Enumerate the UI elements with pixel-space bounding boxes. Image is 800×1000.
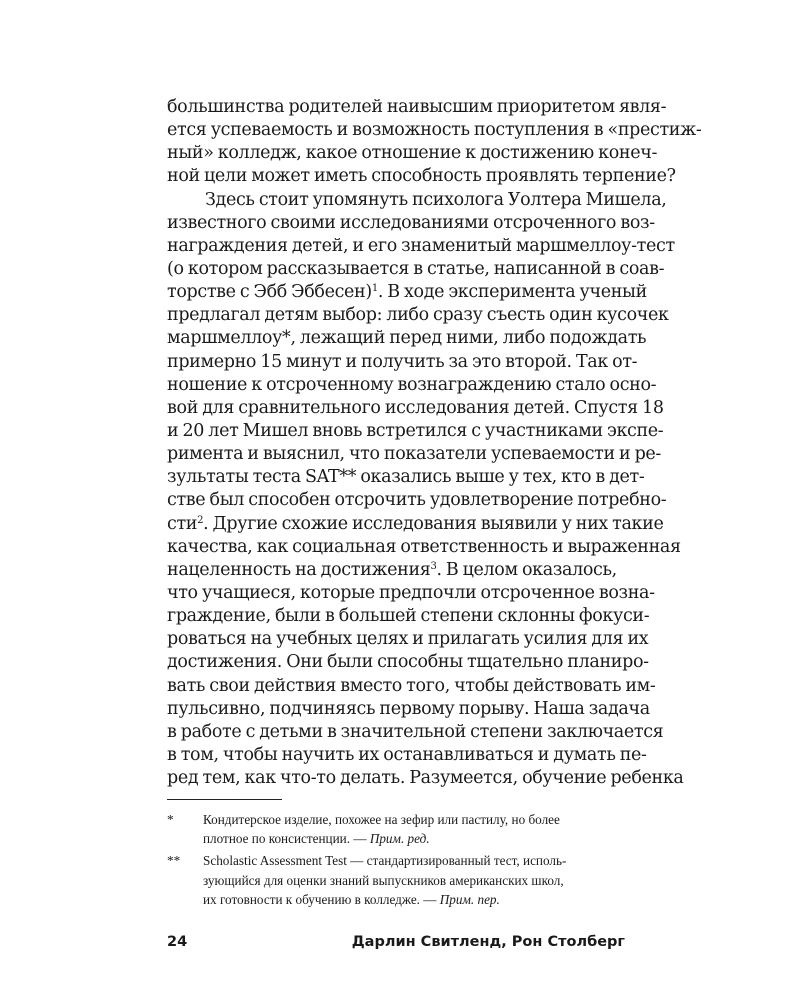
text-line: достижения. Они были способны тщательно планиро- xyxy=(167,652,649,673)
footnote-line: зующийся для оценки знаний выпускников американских школ, xyxy=(203,872,564,888)
main-text xyxy=(167,96,702,790)
text-line: известного своими исследованиями отсроченного воз- xyxy=(167,212,655,233)
text-line: роваться на учебных целях и прилагать усилия для их xyxy=(167,629,649,650)
text-segment: . В целом оказалось, xyxy=(436,559,617,580)
footnote-segment: плотное по консистенции. — xyxy=(203,831,367,847)
text-segment: нацеленность на достижения xyxy=(167,559,431,580)
page-number: 24 xyxy=(167,934,188,950)
text-segment: сти xyxy=(167,513,198,534)
text-line: награждения детей, и его знаменитый маршмеллоу-тест xyxy=(167,235,675,256)
footnote-line: Scholastic Assessment Test — стандартизированный тест, исполь- xyxy=(203,853,567,869)
text-line: что учащиеся, которые предпочли отсроченное возна- xyxy=(167,582,655,603)
footnote-item xyxy=(167,810,625,848)
footnote-mark: ** xyxy=(167,853,181,869)
footnote-note: Прим. пер. xyxy=(439,891,500,907)
text-line: вать свои действия вместо того, чтобы действовать им- xyxy=(167,675,656,696)
text-segment: . Другие схожие исследования выявили у них такие xyxy=(203,513,664,534)
text-line: пульсивно, подчиняясь первому порыву. Наша задача xyxy=(167,698,650,719)
text-line: ный» колледж, какое отношение к достижению конеч- xyxy=(167,143,658,164)
page-footer xyxy=(167,934,625,950)
text-line: в работе с детьми в значительной степени заключается xyxy=(167,721,664,742)
footnote-line: Кондитерское изделие, похожее на зефир или пастилу, но более xyxy=(203,812,560,827)
text-line: граждение, были в большей степени склонны фокуси- xyxy=(167,606,650,627)
text-line: и 20 лет Мишел вновь встретился с участниками экспе- xyxy=(167,420,664,441)
footnote-ref-2: 2 xyxy=(197,514,204,526)
footnote-text xyxy=(203,851,625,909)
text-line: предлагал детям выбор: либо сразу съесть один кусочек xyxy=(167,305,669,326)
text-line: ной цели может иметь способность проявлять терпение? xyxy=(167,166,676,187)
footnote-note: Прим. ред. xyxy=(369,831,430,847)
footnote-item xyxy=(167,851,625,909)
text-segment: . В ходе эксперимента ученый xyxy=(377,282,647,303)
footnote-mark: * xyxy=(167,812,174,827)
text-line: (о котором рассказывается в статье, написанной в соав- xyxy=(167,258,665,279)
text-line: в том, чтобы научить их останавливаться и думать пе- xyxy=(167,744,647,765)
text-line: маршмеллоу*, лежащий перед ними, либо подождать xyxy=(167,328,647,349)
text-line xyxy=(167,513,664,536)
footnote-ref-1: 1 xyxy=(371,283,378,295)
text-line: стве был способен отсрочить удовлетворение потребно- xyxy=(167,490,667,511)
footnote-line xyxy=(203,829,625,848)
text-line: примерно 15 минут и получить за это второй. Так от- xyxy=(167,351,638,372)
footnote-ref-3: 3 xyxy=(430,560,437,572)
text-line-paragraph-start: Здесь стоит упомянуть психолога Уолтера Мишела, xyxy=(205,189,667,210)
footnote-line xyxy=(203,890,625,909)
footnote-text xyxy=(203,810,625,848)
text-line: ется успеваемость и возможность поступления в «престиж- xyxy=(167,120,702,141)
running-footer-authors: Дарлин Свитленд, Рон Столберг xyxy=(351,934,625,950)
text-line: ред тем, как что-то делать. Разумеется, обучение ребенка xyxy=(167,768,684,789)
text-line: ношение к отсроченному вознаграждению стало осно- xyxy=(167,374,657,395)
text-segment: торстве с Эбб Эббесен) xyxy=(167,282,372,303)
footnote-segment: их готовности к обучению в колледже. — xyxy=(203,891,437,907)
footnotes xyxy=(167,810,625,912)
text-line: вой для сравнительного исследования детей. Спустя 18 xyxy=(167,397,664,418)
text-line: римента и выяснил, что показатели успеваемости и ре- xyxy=(167,444,661,465)
text-line: большинства родителей наивысшим приоритетом явля- xyxy=(167,97,667,117)
text-line: зультаты теста SAT** оказались выше у тех, кто в дет- xyxy=(167,467,645,488)
text-line xyxy=(167,559,625,582)
footnote-divider xyxy=(167,799,282,800)
text-line xyxy=(167,281,647,304)
text-line: качества, как социальная ответственность и выраженная xyxy=(167,536,681,557)
